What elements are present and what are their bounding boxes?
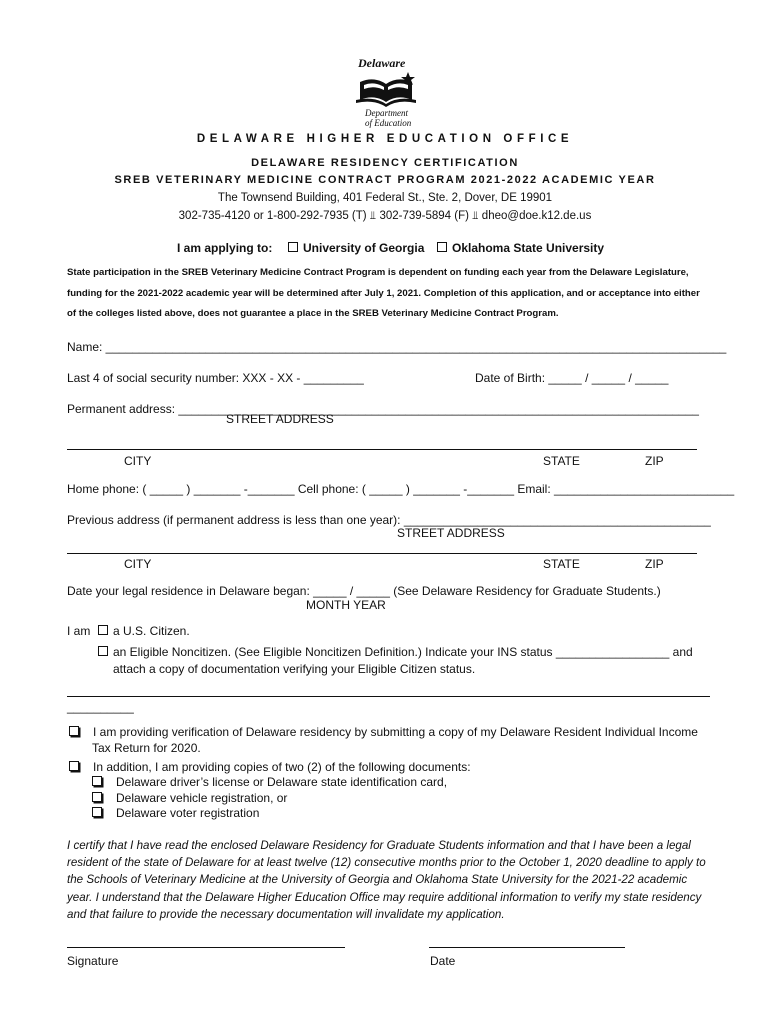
tax-return-option[interactable] (69, 725, 698, 739)
doc-option-vehicle[interactable] (92, 791, 287, 805)
state-label: STATE (543, 454, 580, 468)
checkbox-icon[interactable] (69, 726, 79, 736)
city-label: CITY (124, 454, 152, 468)
status-continuation-line[interactable] (67, 696, 710, 697)
ssn-field[interactable]: Last 4 of social security number: XXX - XX - _________ (67, 371, 364, 385)
logo-book-icon (350, 70, 422, 110)
zip-label: ZIP (645, 454, 664, 468)
certification-statement: I certify that I have read the enclosed Delaware Residency for Graduate Students information and that I have been a legal resident of the state of Delaware for at least twelve (12) consecutive months prior to the October 1, 2020 deadline to apply to the Schools of Veterinary Medicine at the University of Georgia and Oklahoma State University for the 2021-22 academic year. I understand that the Delaware Higher Education Office may require additional information to verify my state residency and that failure to provide the necessary documentation will invalidate my application. (67, 839, 706, 921)
doc-option-voter[interactable] (92, 806, 259, 820)
prev-state-label: STATE (543, 557, 580, 571)
checkbox-icon[interactable] (69, 761, 79, 771)
prev-zip-label: ZIP (645, 557, 664, 571)
office-heading: DELAWARE HIGHER EDUCATION OFFICE (196, 133, 574, 145)
documents-option[interactable] (69, 760, 471, 774)
doc-option-license[interactable] (92, 775, 447, 789)
tax-return-option-line2: Tax Return for 2020. (92, 741, 201, 755)
option-label: Delaware vehicle registration, or (116, 791, 288, 805)
phone-email-fields[interactable]: Home phone: ( _____ ) _______ -_______ Cell phone: ( _____ ) _______ -_______ Email: ___________________________ (67, 482, 735, 496)
us-citizen-option[interactable] (98, 624, 190, 638)
option-label: an Eligible Noncitizen. (See Eligible Noncitizen Definition.) Indicate your INS status _________________ and (113, 645, 693, 659)
option-label: I am providing verification of Delaware residency by submitting a copy of my Delaware Resident Individual Income (93, 725, 698, 739)
citizenship-lead: I am (67, 624, 91, 638)
noncitizen-option[interactable] (98, 645, 693, 659)
street-address-label: STREET ADDRESS (226, 412, 334, 426)
date-label: Date (430, 954, 456, 968)
checkbox-icon[interactable] (92, 792, 102, 802)
city-state-zip-line[interactable] (67, 449, 697, 450)
logo-line2: of Education (365, 118, 412, 128)
option-university-of-georgia[interactable] (288, 241, 424, 255)
checkbox-icon[interactable] (98, 646, 108, 656)
dob-field[interactable]: Date of Birth: _____ / _____ / _____ (475, 371, 669, 385)
prev-city-label: CITY (124, 557, 152, 571)
office-address: The Townsend Building, 401 Federal St., Ste. 2, Dover, DE 19901 (217, 192, 553, 204)
checkbox-icon[interactable] (98, 625, 108, 635)
option-label: Delaware voter registration (116, 806, 260, 820)
delaware-doe-logo (350, 56, 422, 128)
checkbox-icon[interactable] (92, 807, 102, 817)
option-oklahoma-state[interactable] (437, 241, 604, 255)
option-label: University of Georgia (303, 241, 425, 255)
noncitizen-option-line2: attach a copy of documentation verifying your Eligible Citizen status. (113, 662, 476, 676)
month-year-label: MONTH YEAR (306, 598, 386, 612)
name-field[interactable]: Name: _____________________________________________________________________________________________ (67, 340, 727, 354)
date-line[interactable] (429, 947, 625, 948)
option-label: a U.S. Citizen. (113, 624, 190, 638)
logo-top-text: Delaware (358, 56, 406, 70)
status-continuation-tail[interactable]: __________ (67, 700, 134, 714)
checkbox-icon[interactable] (437, 242, 447, 252)
prev-street-address-label: STREET ADDRESS (397, 526, 505, 540)
previous-address-field[interactable]: Previous address (if permanent address is less than one year): ______________________________________________ (67, 513, 711, 527)
signature-label: Signature (67, 954, 119, 968)
checkbox-icon[interactable] (92, 776, 102, 786)
logo-line1: Department (365, 108, 408, 118)
funding-notice: State participation in the SREB Veterinary Medicine Contract Program is dependent on funding each year from the Delaware Legislature, funding for the 2021-2022 academic year will be determined after July 1, 2021. Completion of this application, and or acceptance into either of the colleges listed above, does not guarantee a place in the SREB Veterinary Medicine Contract Program. (67, 267, 700, 320)
program-title: SREB VETERINARY MEDICINE CONTRACT PROGRAM 2021-2022 ACADEMIC YEAR (114, 174, 656, 186)
office-contact: 302-735-4120 or 1-800-292-7935 (T) ⫫ 302-739-5894 (F) ⫫ dheo@doe.k12.de.us (178, 210, 592, 222)
option-label: In addition, I am providing copies of two (2) of the following documents: (93, 760, 471, 774)
option-label: Delaware driver’s license or Delaware state identification card, (116, 775, 448, 789)
prev-city-state-zip-line[interactable] (67, 553, 697, 554)
applying-label: I am applying to: (177, 241, 273, 255)
option-label: Oklahoma State University (452, 241, 605, 255)
checkbox-icon[interactable] (288, 242, 298, 252)
signature-line[interactable] (67, 947, 345, 948)
form-title: DELAWARE RESIDENCY CERTIFICATION (251, 157, 519, 169)
permanent-address-field[interactable]: Permanent address: ______________________________________________________________________________ (67, 402, 699, 416)
residence-began-field[interactable]: Date your legal residence in Delaware began: _____ / _____ (See Delaware Residency for Graduate Students.) (67, 584, 661, 598)
